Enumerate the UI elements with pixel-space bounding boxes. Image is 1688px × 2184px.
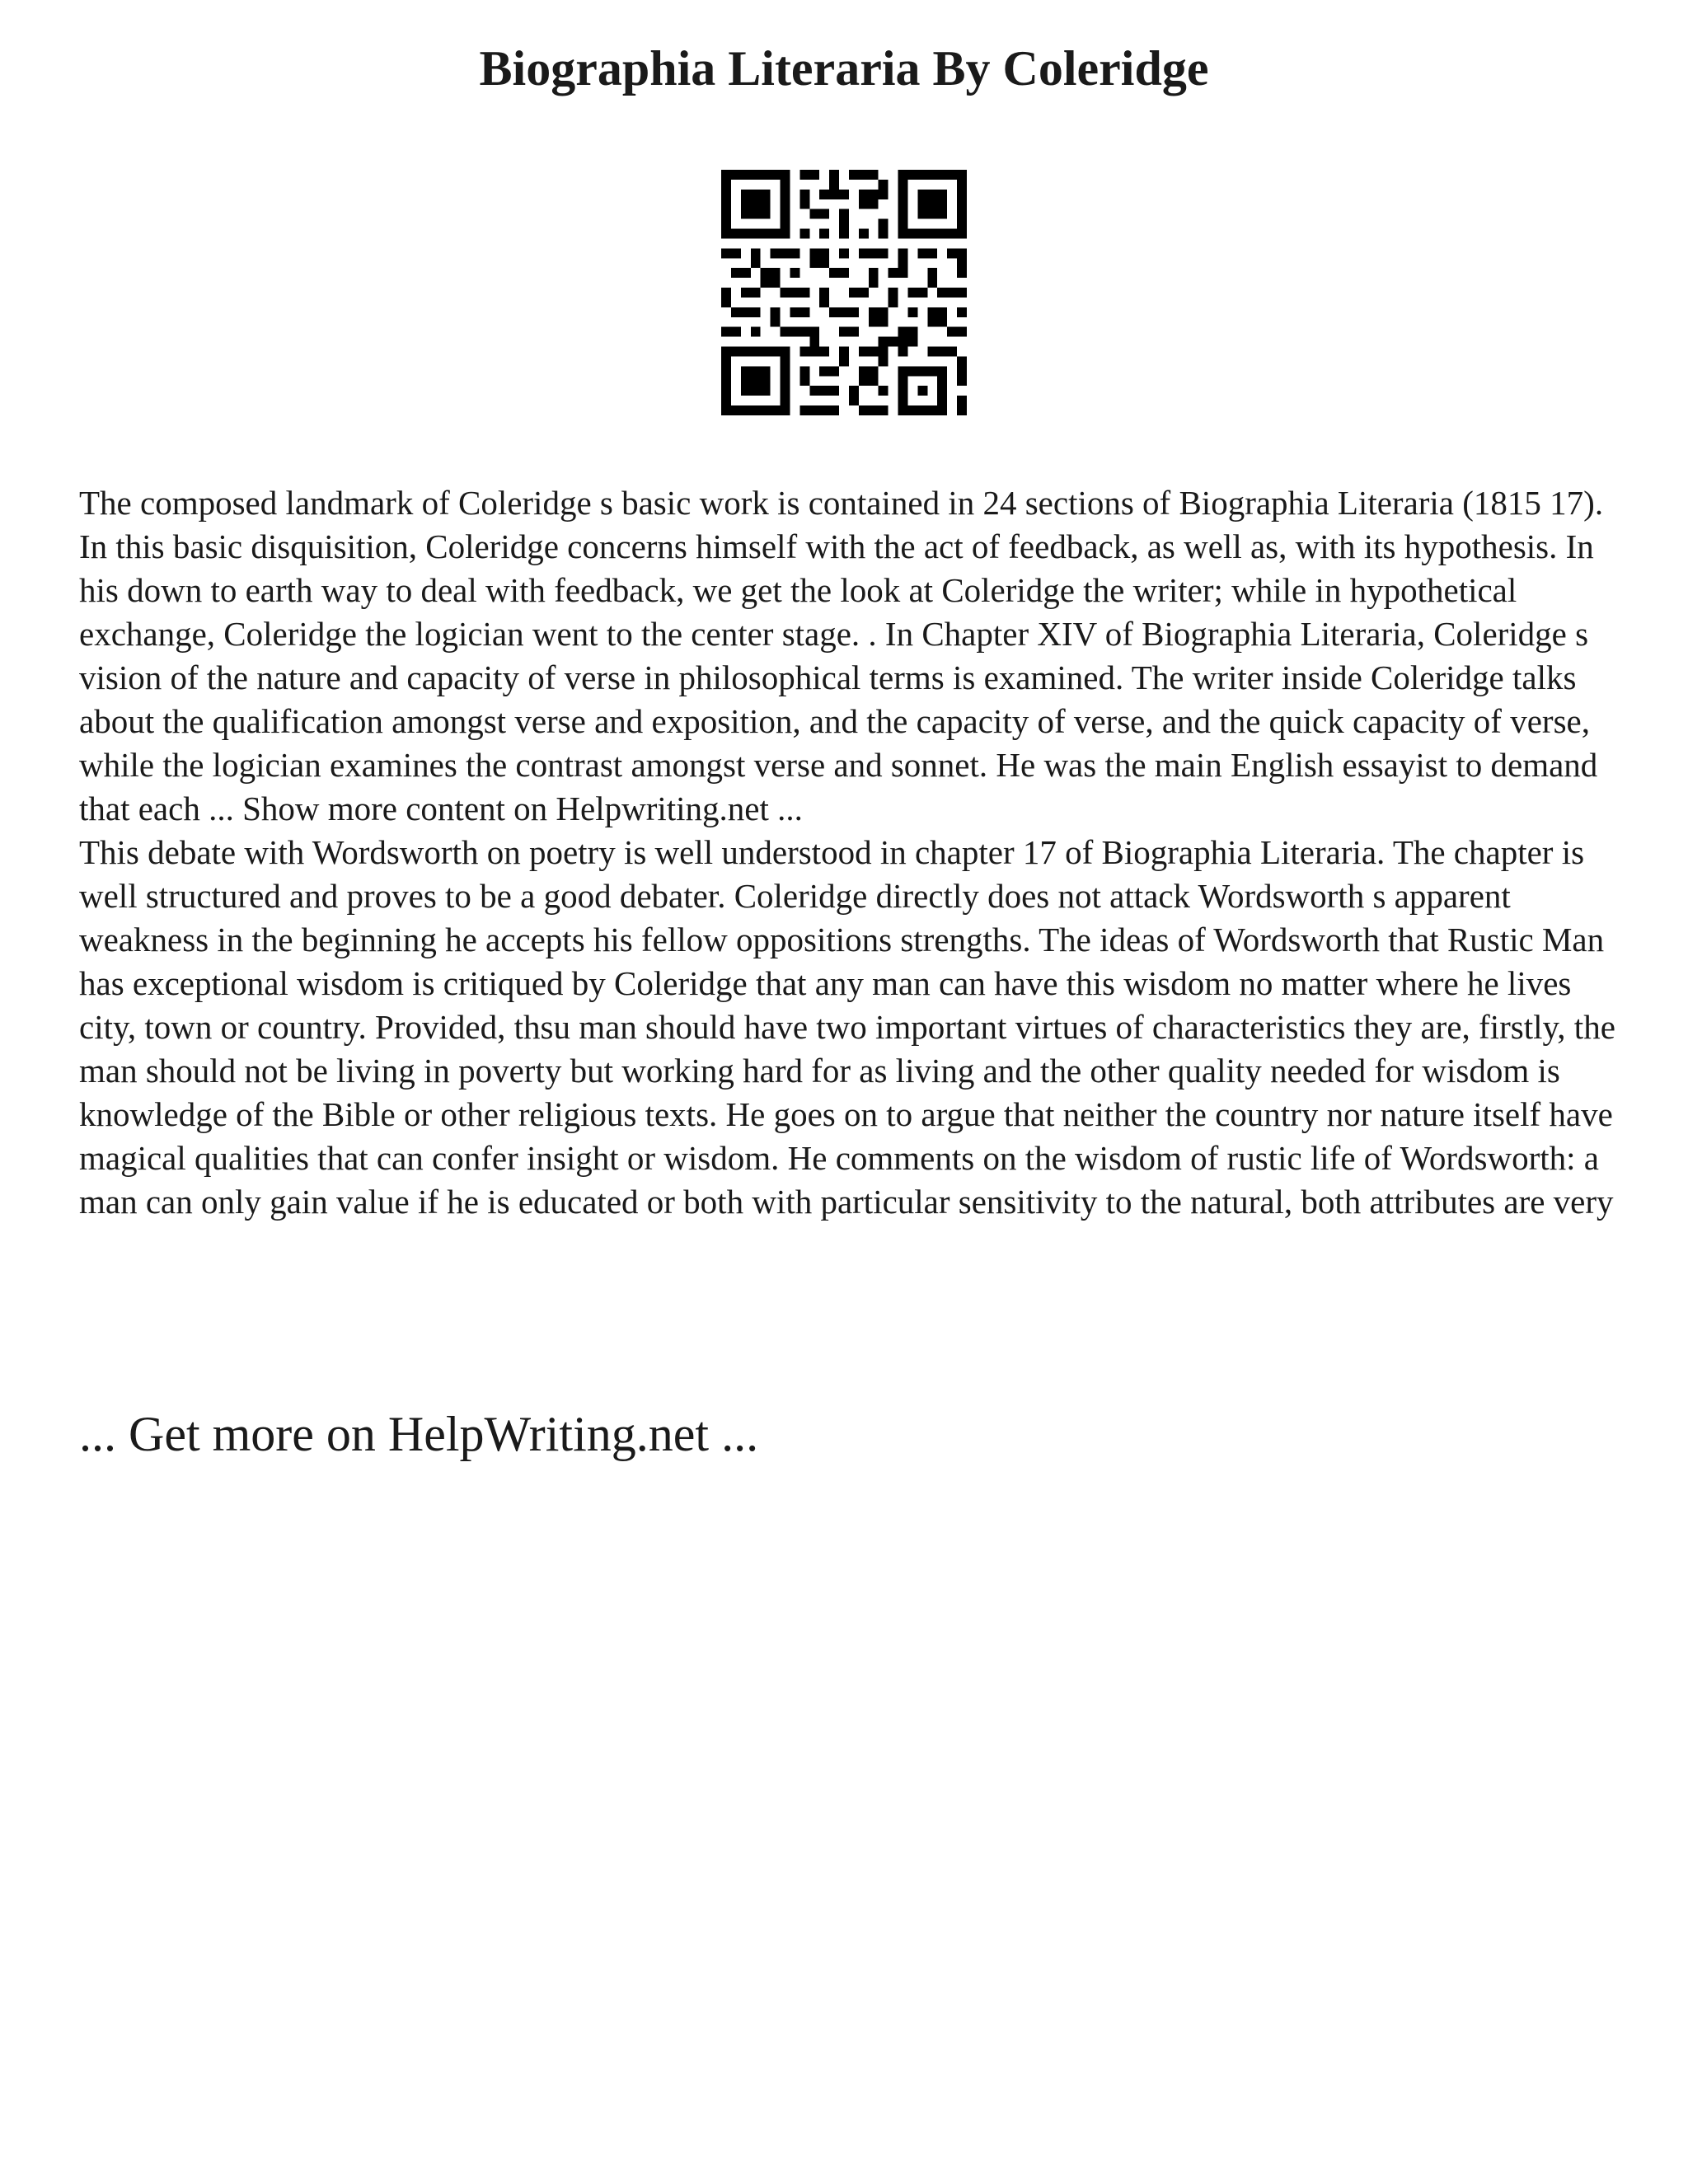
- get-more-link[interactable]: ... Get more on HelpWriting.net ...: [79, 1407, 759, 1461]
- article-body: [79, 481, 1629, 1224]
- qr-code-icon: [721, 170, 967, 415]
- paragraph-1: The composed landmark of Coleridge s basic work is contained in 24 sections of Biographia Literaria (1815 17). In this basic disquisition, Coleridge concerns himself with the act of feedback, as well as, with its hypothesis. In his down to earth way to deal with feedback, we get the look at Coleridge the writer; while in hypothetical exchange, Coleridge the logician went to the center stage. . In Chapter XIV of Biographia Literaria, Coleridge s vision of the nature and capacity of verse in philosophical terms is examined. The writer inside Coleridge talks about the qualification amongst verse and exposition, and the capacity of verse, and the quick capacity of verse, while the logician examines the contrast amongst verse and sonnet. He was the main English essayist to demand that each ... Show more content on Helpwriting.net ...: [79, 484, 1604, 827]
- page-title: Biographia Literaria By Coleridge: [479, 41, 1209, 96]
- paragraph-2: This debate with Wordsworth on poetry is well understood in chapter 17 of Biographia Literaria. The chapter is well structured and proves to be a good debater. Coleridge directly does not attack Wordsworth s apparent weakness in the beginning he accepts his fellow oppositions strengths. The ideas of Wordsworth that Rustic Man has exceptional wisdom is critiqued by Coleridge that any man can have this wisdom no matter where he lives city, town or country. Provided, thsu man should have two important virtues of characteristics they are, firstly, the man should not be living in poverty but working hard for as living and the other quality needed for wisdom is knowledge of the Bible or other religious texts. He goes on to argue that neither the country nor nature itself have magical qualities that can confer insight or wisdom. He comments on the wisdom of rustic life of Wordsworth: a man can only gain value if he is educated or both with particular sensitivity to the natural, both attributes are very: [79, 833, 1615, 1221]
- qr-code: [721, 170, 967, 415]
